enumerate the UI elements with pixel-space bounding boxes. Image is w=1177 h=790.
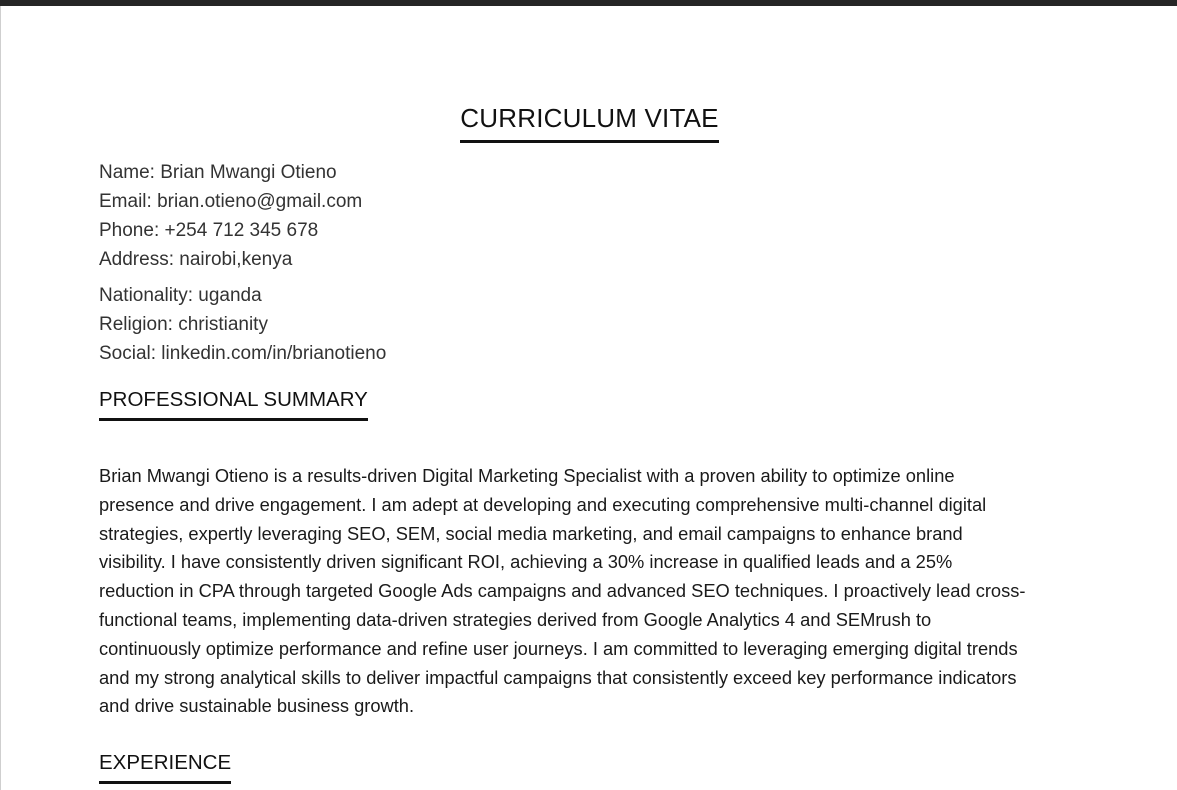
contact-nationality: Nationality: uganda <box>99 285 262 306</box>
contact-phone: Phone: +254 712 345 678 <box>99 220 319 241</box>
document-title <box>0 103 1177 143</box>
summary-paragraph <box>99 462 1089 721</box>
summary-heading <box>99 388 368 421</box>
summary-line: reduction in CPA through targeted Google Ads campaigns and advanced SEO techniques. I proactively lead cross- <box>99 580 1026 602</box>
summary-line: presence and drive engagement. I am adept at developing and executing comprehensive multi-channel digital <box>99 493 987 515</box>
document-title-text: CURRICULUM VITAE <box>460 103 718 143</box>
summary-line: and my strong analytical skills to deliver impactful campaigns that consistently exceed key performance indicators <box>99 666 1017 688</box>
document-page <box>0 6 1177 790</box>
experience-heading <box>99 751 231 784</box>
summary-line: and drive sustainable business growth. <box>99 695 415 717</box>
summary-line: strategies, expertly leveraging SEO, SEM, social media marketing, and email campaigns to enhance brand <box>99 522 963 544</box>
contact-social: Social: linkedin.com/in/brianotieno <box>99 343 387 364</box>
contact-block <box>99 158 386 368</box>
summary-line: continuously optimize performance and refine user journeys. I am committed to leveraging emerging digital trends <box>99 637 1018 659</box>
contact-gap <box>99 274 386 281</box>
summary-line: functional teams, implementing data-driven strategies derived from Google Analytics 4 and SEMrush to <box>99 608 932 630</box>
summary-line: Brian Mwangi Otieno is a results-driven Digital Marketing Specialist with a proven ability to optimize online <box>99 465 955 486</box>
summary-line: visibility. I have consistently driven significant ROI, achieving a 30% increase in qualified leads and a 25% <box>99 551 953 573</box>
contact-religion: Religion: christianity <box>99 314 268 335</box>
experience-heading-text: EXPERIENCE <box>99 751 231 784</box>
contact-email: Email: brian.otieno@gmail.com <box>99 191 363 212</box>
contact-name: Name: Brian Mwangi Otieno <box>99 162 337 183</box>
summary-heading-text: PROFESSIONAL SUMMARY <box>99 388 368 421</box>
contact-address: Address: nairobi,kenya <box>99 249 293 270</box>
